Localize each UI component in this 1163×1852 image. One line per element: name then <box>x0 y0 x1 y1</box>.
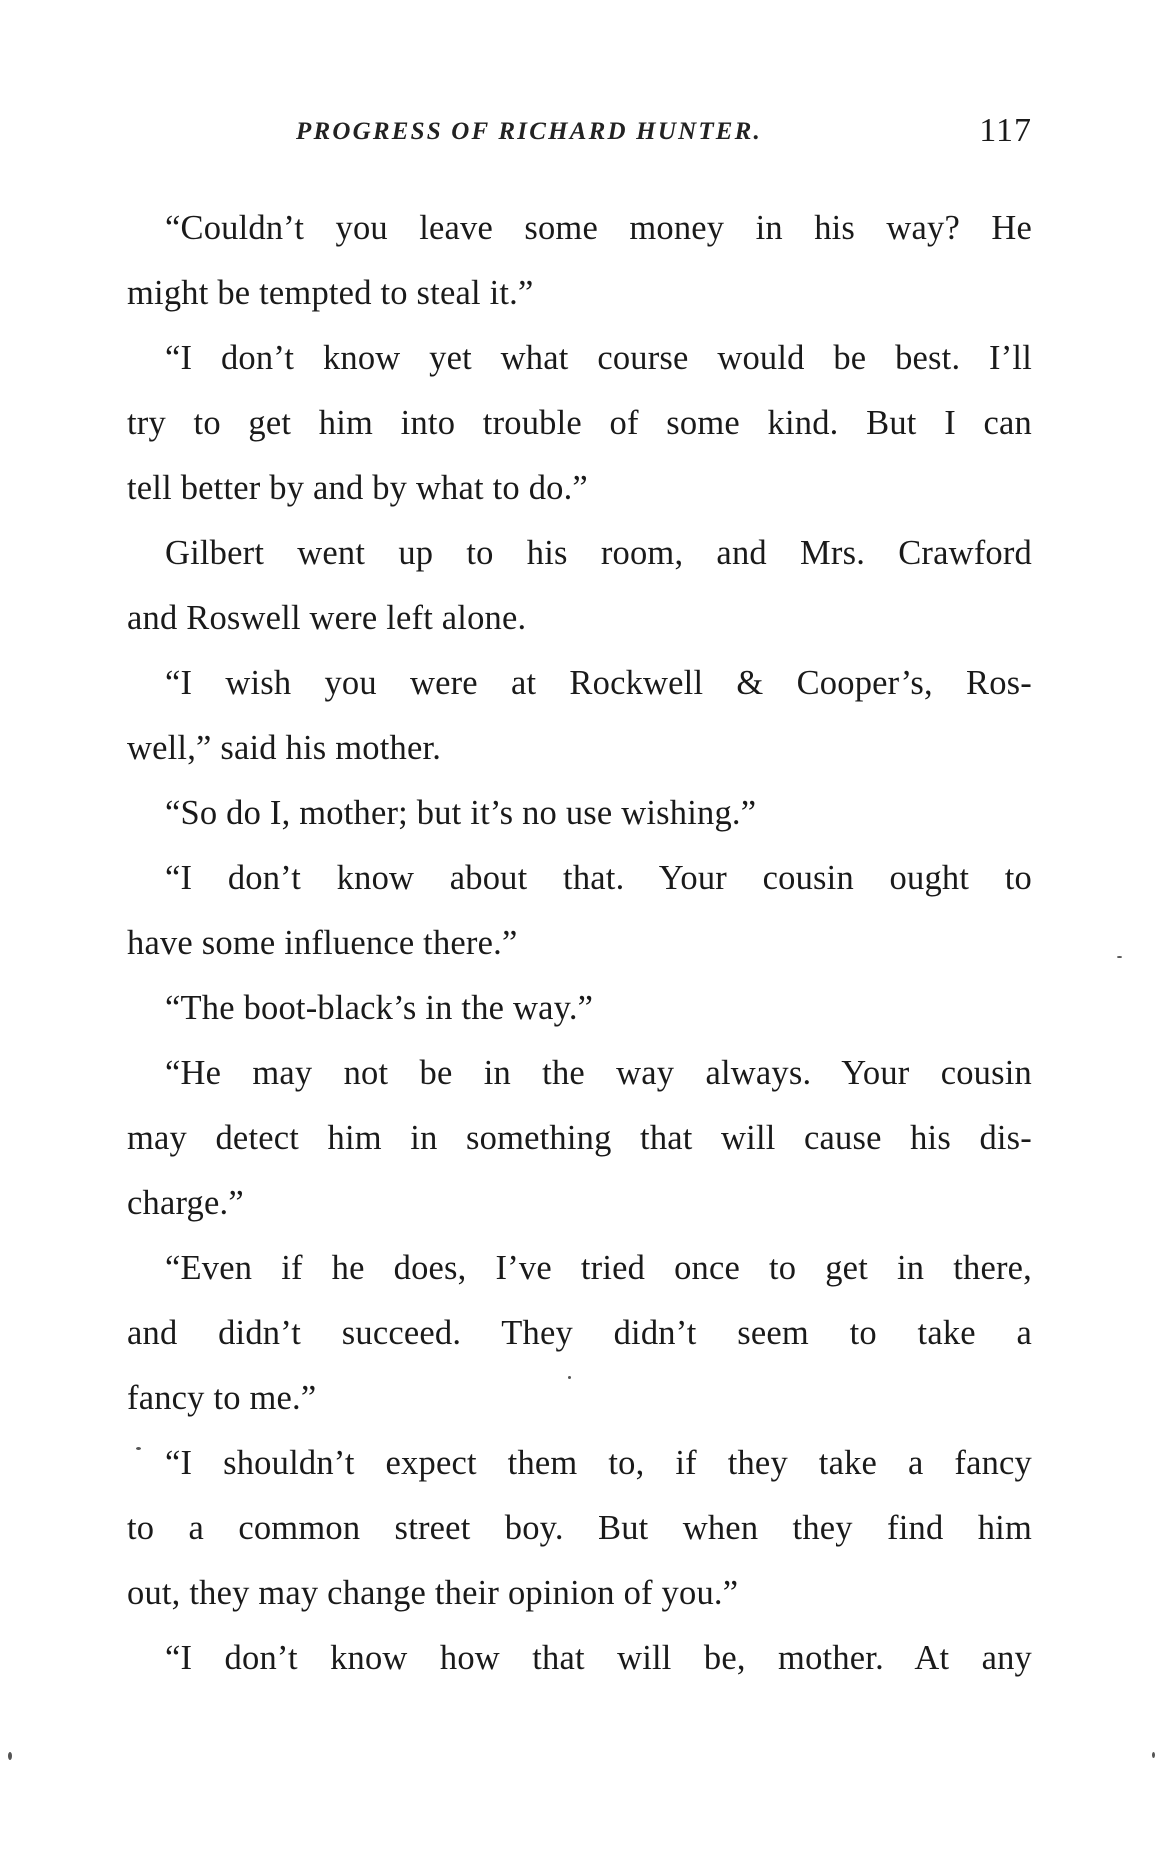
running-title: PROGRESS OF RICHARD HUNTER. <box>296 118 762 145</box>
text-line: “Couldn’t you leave some money in his way? He <box>165 209 1032 247</box>
text-line: “I shouldn’t expect them to, if they take a fancy <box>165 1444 1032 1482</box>
text-line: charge.” <box>127 1184 244 1222</box>
text-line: “I wish you were at Rockwell & Cooper’s, Ros- <box>165 664 1032 702</box>
text-line: well,” said his mother. <box>127 729 442 767</box>
text-line: try to get him into trouble of some kind. But I can <box>127 404 1032 442</box>
body-text <box>127 196 1032 1691</box>
text-line: “Even if he does, I’ve tried once to get in there, <box>165 1249 1032 1287</box>
scan-speck <box>136 1447 141 1450</box>
text-line: have some influence there.” <box>127 924 518 962</box>
text-line: to a common street boy. But when they find him <box>127 1509 1032 1547</box>
text-line: may detect him in something that will cause his dis- <box>127 1119 1032 1157</box>
scan-speck <box>1152 1752 1155 1758</box>
text-line: fancy to me.” <box>127 1379 317 1417</box>
text-line: “The boot-black’s in the way.” <box>165 989 594 1027</box>
text-line: and Roswell were left alone. <box>127 599 527 637</box>
text-line: tell better by and by what to do.” <box>127 469 588 507</box>
text-line: “So do I, mother; but it’s no use wishing.” <box>165 794 757 832</box>
scan-speck <box>1117 956 1122 958</box>
text-line: might be tempted to steal it.” <box>127 274 534 312</box>
text-line: “He may not be in the way always. Your cousin <box>165 1054 1032 1092</box>
text-line: Gilbert went up to his room, and Mrs. Crawford <box>165 534 1032 572</box>
scan-speck <box>568 1376 571 1379</box>
scan-speck <box>8 1752 12 1760</box>
running-head <box>296 112 1032 156</box>
text-line: “I don’t know about that. Your cousin ought to <box>165 859 1032 897</box>
text-line: out, they may change their opinion of you.” <box>127 1574 739 1612</box>
text-line: “I don’t know yet what course would be best. I’ll <box>165 339 1032 377</box>
text-line: and didn’t succeed. They didn’t seem to take a <box>127 1314 1032 1352</box>
page-number: 117 <box>979 112 1032 149</box>
text-line: “I don’t know how that will be, mother. At any <box>165 1639 1032 1677</box>
